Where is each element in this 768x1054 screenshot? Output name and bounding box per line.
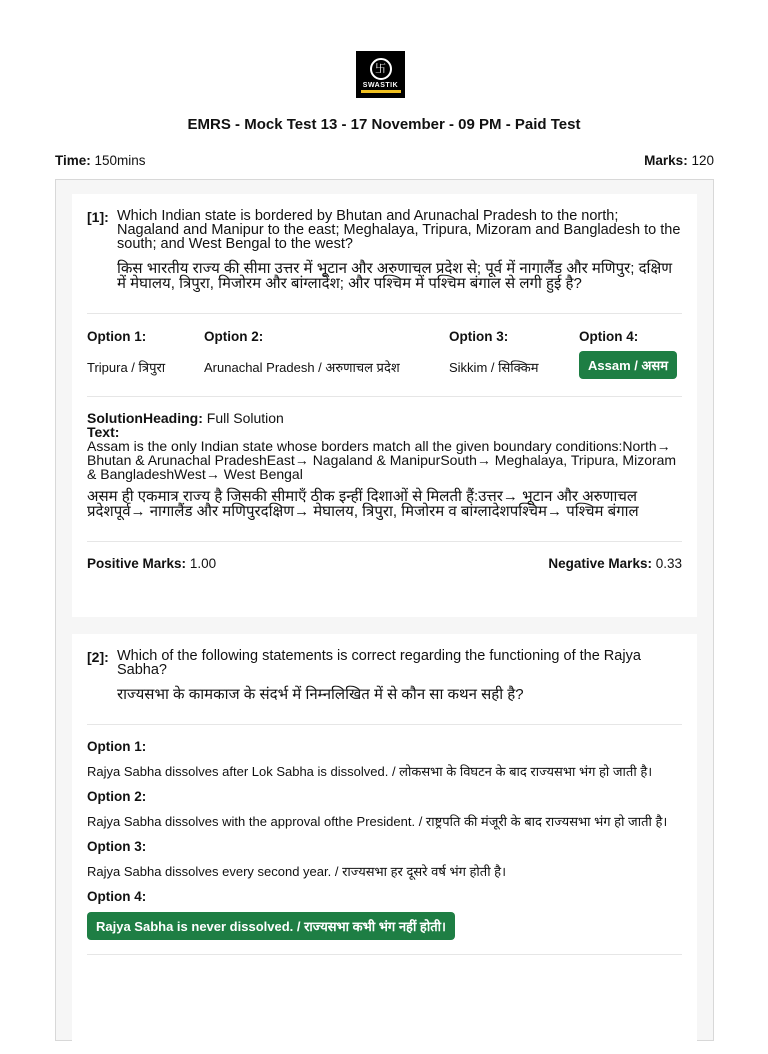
- option-2: [87, 789, 682, 833]
- time-value: 150mins: [94, 153, 146, 168]
- correct-answer-badge: Assam / असम: [579, 351, 677, 379]
- question-row: [87, 194, 682, 291]
- text-label: Text:: [87, 424, 120, 440]
- option-3: [449, 329, 538, 376]
- questions-container: [55, 179, 714, 1041]
- options-grid: [87, 314, 682, 396]
- solution-heading: Full Solution: [206, 410, 284, 426]
- solution-block: [87, 397, 682, 519]
- marks-row: [87, 542, 682, 582]
- options-list: [87, 725, 682, 940]
- time-info: [55, 153, 146, 168]
- logo-brand: SWASTIK: [362, 82, 399, 89]
- option-value: Rajya Sabha dissolves with the approval ofthe President. / राष्ट्रपति की मंजूरी के बाद राज्यसभा भंग हो जाती है।: [87, 814, 668, 829]
- divider: [87, 954, 682, 955]
- question-hindi: राज्यसभा के कामकाज के संदर्भ में निम्नलिखित में से कौन सा कथन सही है?: [117, 686, 524, 703]
- question-card-2: [72, 634, 697, 1054]
- option-4: [87, 889, 682, 940]
- positive-marks-label: Positive Marks:: [87, 556, 187, 571]
- positive-marks-value: 1.00: [189, 556, 217, 571]
- option-value: Arunachal Pradesh / अरुणाचल प्रदेश: [204, 360, 400, 375]
- question-row: [87, 634, 682, 702]
- question-text: [117, 209, 682, 291]
- option-4: [579, 329, 677, 379]
- logo-bar: [361, 90, 401, 93]
- option-label: Option 4:: [579, 329, 639, 344]
- option-label: Option 2:: [87, 789, 147, 804]
- solution-hindi: असम ही एकमात्र राज्य है जिसकी सीमाएँ ठीक इन्हीं दिशाओं से मिलती हैं:उत्तर→ भूटान और अरुणाचल प्रदेशपूर्व→ नागालैंड और मणिपुरदक्षिण→ मेघालय, त्रिपुरा, मिजोरम व बांग्लादेशपश्चिम→ पश्चिम बंगाल: [87, 488, 639, 520]
- marks-label: Marks:: [644, 153, 688, 168]
- option-label: Option 3:: [449, 329, 509, 344]
- negative-marks-label: Negative Marks:: [548, 556, 652, 571]
- marks-value: 120: [691, 153, 714, 168]
- question-number: [1]:: [87, 209, 109, 225]
- marks-info: [644, 153, 714, 168]
- option-1: [87, 329, 165, 376]
- time-label: Time:: [55, 153, 91, 168]
- option-1: [87, 739, 682, 783]
- option-label: Option 1:: [87, 329, 147, 344]
- option-label: Option 1:: [87, 739, 147, 754]
- negative-marks-value: 0.33: [655, 556, 682, 571]
- swastik-logo-icon: 卐: [370, 58, 392, 80]
- option-label: Option 2:: [204, 329, 264, 344]
- question-number: [2]:: [87, 649, 109, 665]
- question-english: Which Indian state is bordered by Bhutan and Arunachal Pradesh to the north; Nagaland and Manipur to the east; Meghalaya, Tripura, Mizoram and Bangladesh to the south; and West Bengal to the west?: [117, 208, 681, 252]
- negative-marks: [548, 556, 682, 571]
- option-value: Rajya Sabha dissolves every second year. / राज्यसभा हर दूसरे वर्ष भंग होती है।: [87, 864, 507, 879]
- swastik-logo: [356, 51, 405, 98]
- option-value: Tripura / त्रिपुरा: [87, 360, 166, 375]
- question-card-1: [72, 194, 697, 617]
- correct-answer-badge: Rajya Sabha is never dissolved. / राज्यसभा कभी भंग नहीं होती।: [87, 912, 455, 940]
- question-text: [117, 649, 682, 702]
- option-label: Option 4:: [87, 889, 147, 904]
- option-2: [204, 329, 400, 376]
- option-value: Sikkim / सिक्किम: [449, 360, 539, 375]
- option-label: Option 3:: [87, 839, 147, 854]
- option-value: Rajya Sabha dissolves after Lok Sabha is dissolved. / लोकसभा के विघटन के बाद राज्यसभा भंग हो जाती है।: [87, 764, 653, 779]
- question-hindi: किस भारतीय राज्य की सीमा उत्तर में भूटान और अरुणाचल प्रदेश से; पूर्व में नागालैंड और मणिपुर; दक्षिण में मेघालय, त्रिपुरा, मिजोरम और बांग्लादेश; और पश्चिम में पश्चिम बंगाल से लगी हुई है?: [117, 260, 673, 292]
- page-title: EMRS - Mock Test 13 - 17 November - 09 PM - Paid Test: [187, 116, 581, 133]
- question-english: Which of the following statements is correct regarding the functioning of the Rajya Sabha?: [117, 648, 641, 678]
- option-3: [87, 839, 682, 883]
- positive-marks: [87, 556, 216, 571]
- solution-heading-label: SolutionHeading:: [87, 410, 203, 426]
- solution-english: Assam is the only Indian state whose borders match all the given boundary conditions:North→ Bhutan & Arunachal PradeshEast→ Nagaland & ManipurSouth→ Meghalaya, Tripura, Mizoram & BangladeshWest→ West Bengal: [87, 438, 677, 482]
